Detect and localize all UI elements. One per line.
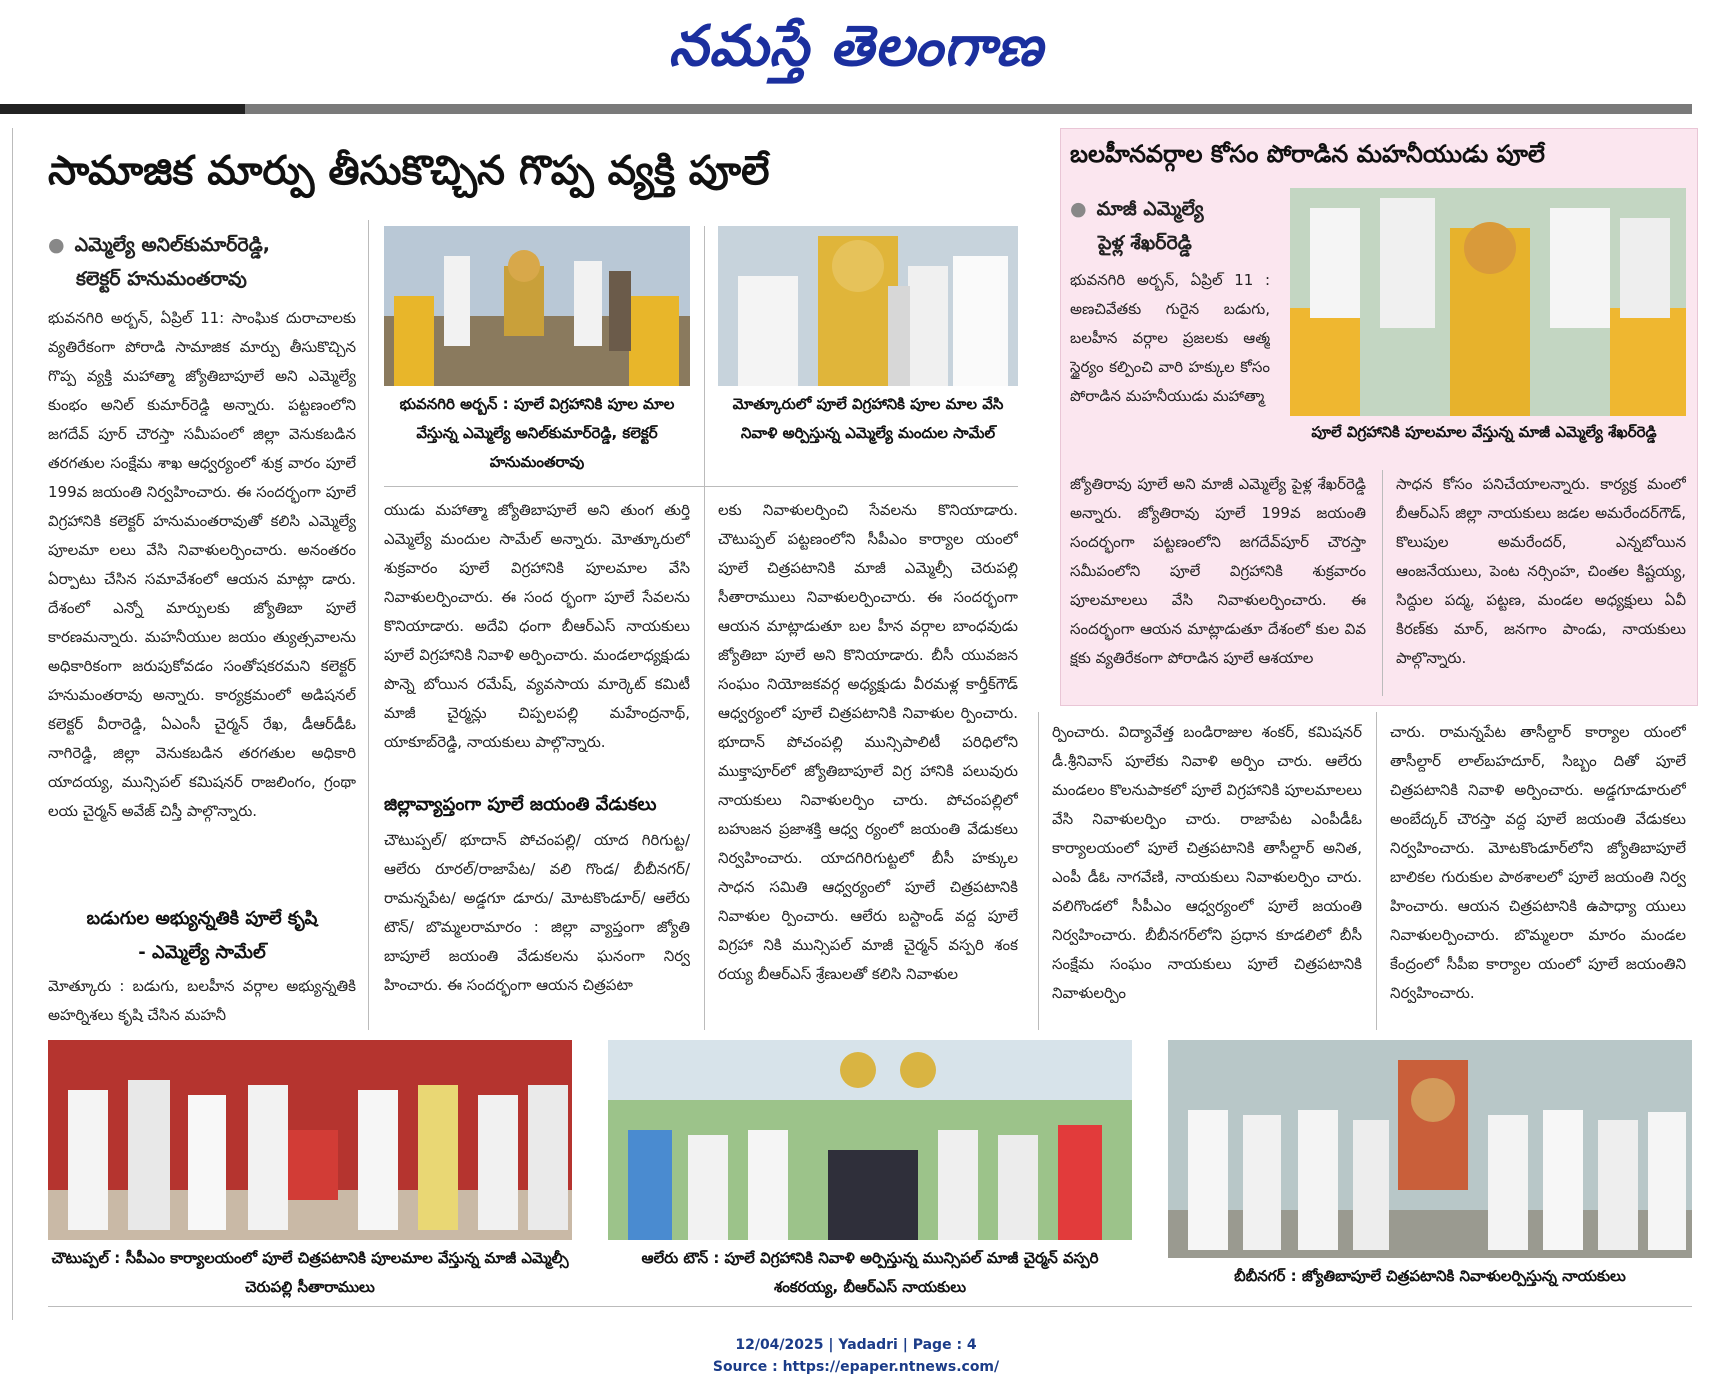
column-3-text: లకు నివాళులర్పించి సేవలను కొనియాడారు. చౌటుప్పల్ పట్టణంలోని సీపీఎం కార్యాల యంలో పూలే చిత్రపటానికి మాజీ ఎమ్మెల్సీ చెరుపల్లి సీతారాములు నివాళులర్పించారు. ఈ సందర్భంగా ఆయన మాట్లాడుతూ బల హీన వర్గాల బాంధవుడు జ్యోతిబా పూలే అని కొనియాడారు. బీసీ యువజన సంఘం నియోజకవర్గ అధ్యక్షుడు వీరమళ్ల కార్తీక్‌గౌడ్ ఆధ్వర్యంలో పూలే చిత్రపటానికి నివాళుల ర్పించారు. భూదాన్ పోచంపల్లి మున్సిపాలిటీ పరిధిలోని ముక్తాపూర్‌లో జ్యోతిబాపూలే విగ్ర హానికి పలువురు నాయకులు నివాళులర్పిం చారు. పోచంపల్లిలో బహుజన ప్రజాశక్తి ఆధ్వ ర్యంలో జయంతి వేడుకలు నిర్వహించారు. యాదగిరిగుట్టలో బీసీ హక్కుల సాధన సమితి ఆధ్వర్యంలో పూలే చిత్రపటానికి నివాళుల ర్పించారు. ఆలేరు బస్టాండ్ వద్ద పూలే విగ్రహా నికి మున్సిపల్ మాజీ చైర్మన్ వస్పరి శంక రయ్య బీఆర్ఎస్ శ్రేణులతో కలిసి నివాళుల	[718, 501, 1018, 983]
column-2-text: యుడు మహాత్మా జ్యోతిబాపూలే అని తుంగ తుర్తి ఎమ్మెల్యే మందుల సామేల్ అన్నారు. మోత్కూరులో శుక్రవారం పూలే విగ్రహానికి పూలమాల వేసి నివాళులర్పించారు. ఈ సంద ర్భంగా పూలే సేవలను కొనియాడారు. అదేవి ధంగా బీఆర్ఎస్ నాయకులు పూలే విగ్రహానికి నివాళి అర్పించారు. మండలాధ్యక్షుడు పొన్నె బోయిన రమేష్, వ్యవసాయ మార్కెట్ కమిటీ మాజీ చైర్మన్లు చిప్పలపల్లి మహేంద్రనాథ్, యాకూబ్‌రెడ్డి, నాయకులు పాల్గొన్నారు.	[384, 501, 690, 751]
column-5-text: చారు. రామన్నపేట తాసీల్దార్ కార్యాల యంలో తాసీల్దార్ లాల్‌బహదూర్, సిబ్బం దితో పూలే చిత్రపటానికి నివాళి అర్పించారు. అడ్డగూడూరులో అంబేద్కర్ చౌరస్తా వద్ద పూలే జయంతి వేడుకలు నిర్వహించారు. మోటకొండూర్‌లోని జ్యోతిబాపూలే బాలికల గురుకుల పాఠశాలలో పూలే జయంతి నిర్వ హించారు. ఆయన చిత్రపటానికి ఉపాధ్యా యులు నివాళులర్పించారు. బొమ్మలరా మారం మండల కేంద్రంలో సీపీఐ కార్యాల యంలో పూలే జయంతిని నిర్వహించారు.	[1390, 723, 1686, 1002]
footer-date-edition: 12/04/2025 | Yadadri | Page : 4	[735, 1337, 977, 1353]
main-headline: సామాజిక మార్పు తీసుకొచ్చిన గొప్ప వ్యక్తి పూలే	[48, 148, 770, 194]
caption-rule	[384, 486, 1018, 487]
side-text-a: భువనగిరి అర్బన్, ఏప్రిల్ 11 : అణచివేతకు గురైన బడుగు, బలహీన వర్గాల ప్రజలకు ఆత్మ స్థైర్యం కల్పించి వారి హక్కుల కోసం పోరాడిన మహనీయుడు మహాత్మా	[1070, 271, 1270, 405]
bottom-rule	[48, 1306, 1692, 1307]
column-4-text: ర్పించారు. విద్యావేత్త బండిరాజుల శంకర్, కమిషనర్ డీ.శ్రీనివాస్ పూలేకు నివాళి అర్పిం చారు. ఆలేరు మండలం కొలనుపాకలో పూలే విగ్రహానికి పూలమాలలు వేసి నివాళులర్పిం చారు. రాజాపేట ఎంపీడీఓ కార్యాలయంలో పూలే చిత్రపటానికి తాసీల్దార్ అనిత, ఎంపీ డీఓ నాగవేణి, నాయకులు నివాళులర్పిం చారు. వలిగొండలో సీపీఎం ఆధ్వర్యంలో పూలే జయంతి నిర్వహించారు. బీబీనగర్‌లోని ప్రధాన కూడలిలో బీసీ సంక్షేమ సంఘం నాయకులు పూలే చిత్రపటానికి నివాళులర్పిం	[1052, 723, 1362, 1002]
photo-aleru-town	[608, 1040, 1132, 1240]
subheading-2: జిల్లావ్యాప్తంగా పూలే జయంతి వేడుకలు	[384, 794, 657, 815]
bottom-caption-3: బీబీనగర్ : జ్యోతిబాపూలే చిత్రపటానికి నివాళులర్పిస్తున్న నాయకులు	[1234, 1267, 1626, 1285]
photo-bhuvanagiri-statue	[384, 226, 690, 386]
side-byline	[1070, 192, 1270, 260]
photo-bibinagar	[1168, 1040, 1692, 1258]
subheading-1-byline: - ఎమ్మెల్యే సామేల్	[138, 942, 266, 963]
top-rule-grey	[245, 104, 1692, 114]
side-photo-caption: పూలే విగ్రహానికి పూలమాల వేస్తున్న మాజీ ఎమ్మెల్యే శేఖర్‌రెడ్డి	[1311, 423, 1657, 441]
bottom-caption-1: చౌటుప్పల్ : సీపీఎం కార్యాలయంలో పూలే చిత్రపటానికి పూలమాల వేస్తున్న మాజీ ఎమ్మెల్సీ చెరుపల్లి సీతారాములు	[51, 1249, 569, 1296]
col-divider-3	[1038, 712, 1039, 1030]
bullet-icon: ●	[48, 234, 65, 256]
column-1-text: భువనగిరి అర్బన్, ఏప్రిల్ 11: సాంఘిక దురాచాలకు వ్యతిరేకంగా పోరాడి సామాజిక మార్పు తీసుకొచ్చిన గొప్ప వ్యక్తి మహాత్మా జ్యోతిబాపూలే అని ఎమ్మెల్యే కుంభం అనిల్ కుమార్‌రెడ్డి అన్నారు. పట్టణంలోని జగదేవ్ పూర్ చౌరస్తా సమీపంలో జిల్లా వెనుకబడిన తరగతుల సంక్షేమ శాఖ ఆధ్వర్యంలో శుక్ర వారం పూలే 199వ జయంతి నిర్వహించారు. ఈ సందర్భంగా పూలే విగ్రహానికి కలెక్టర్ హనుమంతరావుతో కలిసి ఎమ్మెల్యే పూలమా లలు వేసి నివాళులర్పించారు. అనంతరం ఏర్పాటు చేసిన సమావేశంలో ఆయన మాట్లా డారు. దేశంలో ఎన్నో మార్పులకు జ్యోతిబా పూలే కారణమన్నారు. మహనీయుల జయం త్యుత్సవాలను అధికారికంగా జరుపుకోవడం సంతోషకరమని కలెక్టర్ హనుమంతరావు అన్నారు. కార్యక్రమంలో అడిషనల్ కలెక్టర్ వీరారెడ్డి, ఏఎంసీ చైర్మన్ రేఖ, డీఆర్‌డీఓ నాగిరెడ్డి, జిల్లా వెనుకబడిన తరగతుల అధికారి యాదయ్య, మున్సిపల్ కమిషనర్ రాజలింగం, గ్రంథా లయ చైర్మన్ అవేజ్ చిస్తీ పాల్గొన్నారు.	[48, 309, 356, 820]
side-headline: బలహీనవర్గాల కోసం పోరాడిన మహనీయుడు పూలే	[1070, 140, 1545, 168]
side-byline-2: పైళ్ల శేఖర్‌రెడ్డి	[1098, 232, 1192, 254]
column-2-text-2: చౌటుప్పల్/ భూదాన్ పోచంపల్లి/ యాద గిరిగుట్ట/ ఆలేరు రూరల్/రాజాపేట/ వలి గొండ/ బీబీనగర్/ రామన్నపేట/ అడ్డగూ డూరు/ మోటకొండూర్/ ఆలేరు టౌన్/ బొమ్మలరామారం : జిల్లా వ్యాప్తంగా జ్యోతి బాపూలే జయంతి వేడుకలను ఘనంగా నిర్వ హించారు. ఈ సందర్భంగా ఆయన చిత్రపటా	[384, 831, 690, 994]
photo-2-caption: మోత్కూరులో పూలే విగ్రహానికి పూల మాల వేసి నివాళి అర్పిస్తున్న ఎమ్మెల్యే మందుల సామేల్	[732, 395, 1004, 442]
main-byline-2: కలెక్టర్ హనుమంతరావు	[76, 268, 247, 290]
side-byline-1: మాజీ ఎమ్మెల్యే	[1096, 198, 1204, 220]
side-text-c: సాధన కోసం పనిచేయాలన్నారు. కార్యక్ర మంలో బీఆర్ఎస్ జిల్లా నాయకులు జడల అమరేందర్‌గౌడ్, కొలుపుల అమరేందర్, ఎన్నబోయిన ఆంజనేయులు, పెంట నర్సింహ, చింతల కిష్టయ్య, సిద్దుల పద్మ, పట్టణ, మండల అధ్యక్షులు ఏవీ కిరణ్‌కు మార్, జనగాం పాండు, నాయకులు పాల్గొన్నారు.	[1396, 475, 1686, 667]
col-divider-1	[368, 220, 369, 1030]
subheading-1: బడుగుల అభ్యున్నతికి పూలే కృషి	[86, 908, 318, 929]
left-border-line	[12, 128, 13, 1320]
bottom-caption-2: ఆలేరు టౌన్ : పూలే విగ్రహానికి నివాళి అర్పిస్తున్న మున్సిపల్ మాజీ చైర్మన్ వస్పరి శంకరయ్య, బీఆర్ఎస్ నాయకులు	[641, 1249, 1099, 1296]
side-bullet-icon: ●	[1070, 198, 1087, 220]
footer	[0, 1334, 1712, 1378]
column-1-text-2: మోత్కూరు : బడుగు, బలహీన వర్గాల అభ్యున్నతికి అహర్నిశలు కృషి చేసిన మహనీ	[48, 977, 356, 1024]
main-byline-1: ఎమ్మెల్యే అనిల్‌కుమార్‌రెడ్డి,	[74, 234, 270, 256]
photo-motkur-statue	[718, 226, 1018, 386]
footer-source-link[interactable]: Source : https://epaper.ntnews.com/	[712, 1359, 1000, 1375]
side-text-b: జ్యోతిరావు పూలే అని మాజీ ఎమ్మెల్యే పైళ్ల శేఖర్‌రెడ్డి అన్నారు. జ్యోతిరావు పూలే 199వ జయంతి సందర్భంగా పట్టణంలోని జగదేవ్‌పూర్ చౌరస్తా సమీపంలోని పూలే విగ్రహానికి శుక్రవారం పూలమాలలు వేసి నివాళులర్పించారు. ఈ సందర్భంగా ఆయన మాట్లాడుతూ దేశంలో కుల వివ క్షకు వ్యతిరేకంగా పోరాడిన పూలే ఆశయాల	[1070, 475, 1366, 667]
masthead	[0, 0, 1712, 96]
photo-1-caption: భువనగిరి అర్బన్ : పూలే విగ్రహానికి పూల మాల వేస్తున్న ఎమ్మెల్యే అనిల్‌కుమార్‌రెడ్డి, కలెక్టర్ హనుమంతరావు	[399, 395, 675, 471]
top-rule-dark	[0, 104, 245, 114]
photo-shekar-reddy-statue	[1290, 188, 1686, 416]
newspaper-title: నమస్తే తెలంగాణ	[668, 14, 1044, 79]
col-divider-2	[704, 226, 705, 1030]
col-divider-4	[1376, 712, 1377, 1030]
photo-choutuppal	[48, 1040, 572, 1240]
side-col-divider	[1382, 470, 1383, 696]
main-byline	[48, 228, 368, 296]
